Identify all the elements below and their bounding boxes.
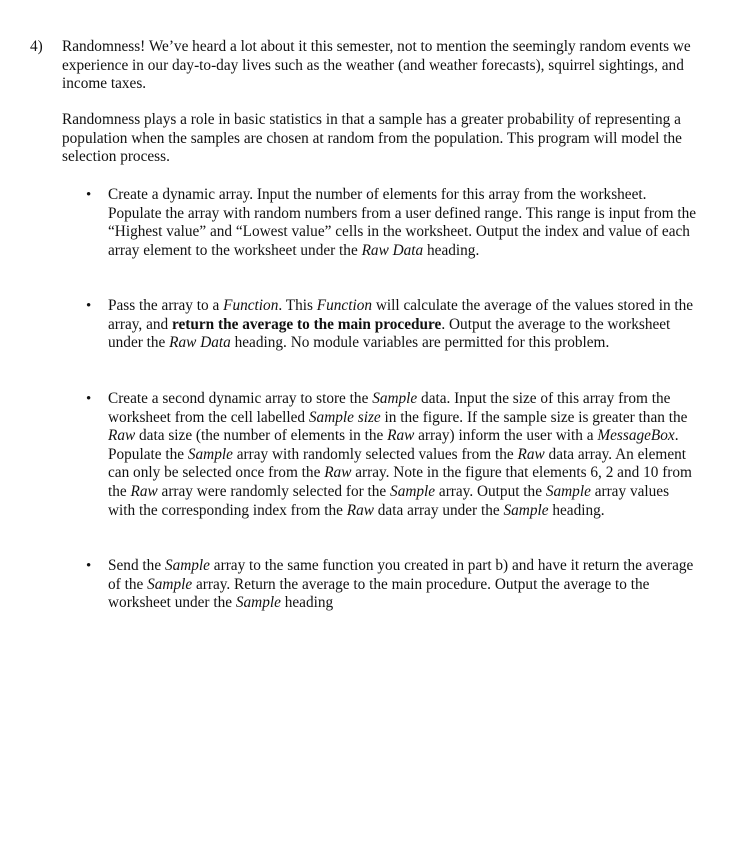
bullet-item-3 — [86, 390, 698, 520]
italic-run: Sample — [545, 482, 591, 500]
italic-run: Sample — [187, 445, 233, 463]
text-run: Pass the array to a — [108, 297, 224, 314]
italic-run: Sample — [147, 575, 193, 593]
bullet-text-4 — [108, 557, 698, 613]
question-number: 4) — [30, 38, 43, 55]
text-run: data array under the — [373, 501, 504, 519]
bullet-icon: • — [86, 391, 92, 407]
italic-run: Sample — [503, 501, 549, 519]
italic-run: Raw — [517, 445, 545, 463]
text-run: array. Output the — [435, 482, 546, 500]
text-run: will calculate the average of the values stored in the array, and — [108, 297, 694, 333]
text-run: Randomness! We’ve heard a lot about it this semester, not to mention the seemingly random events we experience in our day-to-day lives such as the weather (and weather forecasts), squirrel sightings, and income taxes. — [62, 38, 691, 93]
bold-run: return the average to the main procedure — [171, 315, 442, 333]
italic-run: Sample size — [308, 408, 381, 426]
text-run: data size (the number of elements in the — [135, 427, 388, 445]
text-run: array with randomly selected values from the — [232, 445, 518, 463]
text-run: . Populate the — [108, 427, 679, 463]
italic-run: Sample — [372, 390, 418, 407]
italic-run: Function — [316, 297, 372, 314]
italic-run: Raw — [324, 464, 352, 482]
italic-run: Sample — [390, 482, 436, 500]
intro-paragraph — [62, 38, 702, 94]
italic-run: Function — [223, 297, 279, 314]
text-run: heading — [280, 594, 334, 612]
bullet-icon: • — [86, 187, 92, 203]
second-paragraph — [62, 111, 702, 167]
bullet-item-2 — [86, 297, 698, 353]
text-run: heading. — [548, 501, 605, 519]
italic-run: MessageBox — [597, 427, 675, 445]
text-run: array to the same function you created in part b) and have it return the average of the — [108, 557, 694, 593]
text-run: Send the — [108, 557, 165, 574]
text-run: Create a second dynamic array to store the — [108, 390, 373, 407]
text-run: in the figure. If the sample size is greater than the — [380, 408, 688, 426]
text-run: data array. An element can only be selected once from the — [108, 445, 687, 482]
text-run: . This — [278, 297, 317, 314]
bullet-item-4 — [86, 557, 698, 613]
text-run: array were randomly selected for the — [157, 482, 391, 500]
bullet-text-2 — [108, 297, 698, 353]
italic-run: Sample — [164, 557, 210, 574]
italic-run: Raw — [130, 482, 158, 500]
text-run: Create a dynamic array. Input the number of elements for this array from the worksheet. Populate the array with random numbers from a user defined range. This range is input from the “Highest value” and “Lowest value” cells in the worksheet. Output the index and value of each array element to the worksheet under the — [108, 186, 697, 259]
italic-run: Raw — [387, 427, 415, 445]
text-run: array values with the corresponding index from the — [108, 482, 670, 519]
bullet-text-1 — [108, 186, 698, 260]
text-run: array. Note in the figure that elements 6, 2 and 10 from the — [108, 464, 692, 500]
text-run: data. Input the size of this array from the worksheet from the cell labelled — [108, 390, 671, 426]
italic-run: Raw — [346, 501, 374, 519]
italic-run: Raw Data — [361, 241, 424, 259]
text-run: heading. No module variables are permitted for this problem. — [230, 334, 610, 352]
bullet-item-1 — [86, 186, 698, 260]
text-run: Randomness plays a role in basic statistics in that a sample has a greater probability of representing a population when the samples are chosen at random from the population. This program will model the selection process. — [62, 111, 682, 166]
text-run: heading. — [423, 241, 480, 259]
bullet-icon: • — [86, 558, 92, 574]
bullet-text-3 — [108, 390, 698, 520]
text-run: array. Return the average to the main procedure. Output the average to the worksheet under the — [108, 575, 650, 612]
italic-run: Sample — [235, 594, 281, 612]
bullet-icon: • — [86, 298, 92, 314]
italic-run: Raw — [108, 427, 136, 445]
italic-run: Raw Data — [169, 334, 231, 352]
text-run: array) inform the user with a — [414, 427, 598, 445]
text-run: . Output the average to the worksheet under the — [108, 315, 671, 352]
